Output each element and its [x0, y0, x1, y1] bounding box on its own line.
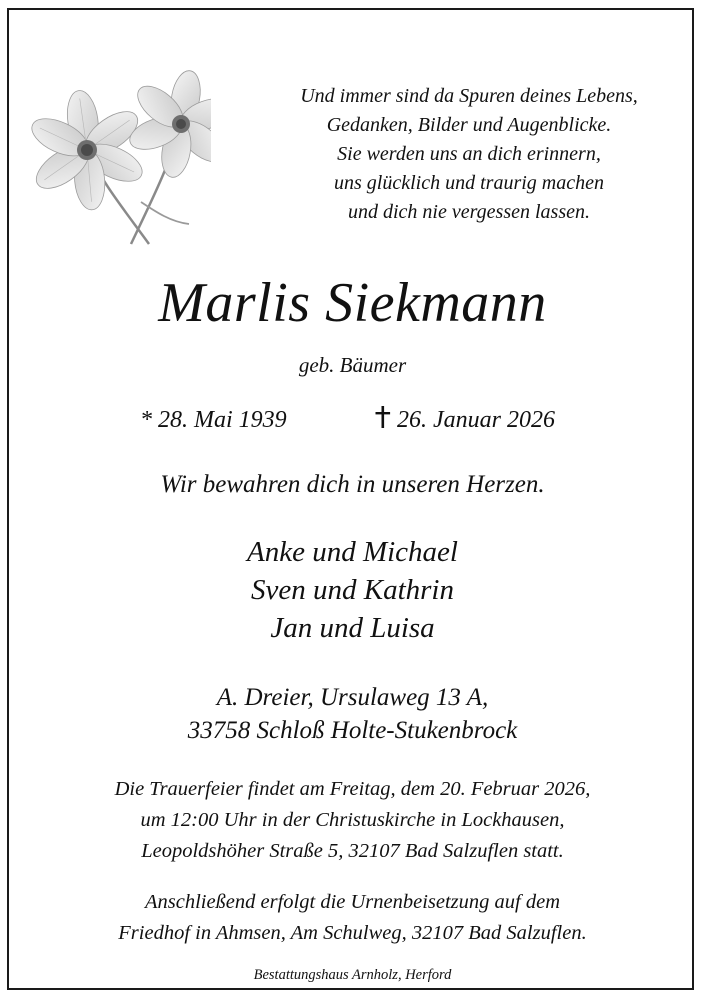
death-date-block — [373, 403, 555, 437]
poem-line: Sie werden uns an dich erinnern, — [337, 143, 601, 165]
poem-line: Und immer sind da Spuren deines Lebens, — [300, 85, 638, 107]
poem-line: Gedanken, Bilder und Augenblicke. — [326, 114, 612, 136]
urn-burial-notice — [9, 887, 694, 949]
mourner-line: Sven und Kathrin — [251, 574, 454, 606]
funeral-line: Die Trauerfeier findet am Freitag, dem 20. Februar 2026, — [114, 778, 591, 800]
funeral-line: um 12:00 Uhr in der Christuskirche in Lockhausen, — [140, 809, 565, 831]
mourner-line: Jan und Luisa — [270, 612, 435, 644]
funeral-line: Leopoldshöher Straße 5, 32107 Bad Salzuflen statt. — [141, 840, 564, 862]
address-line: A. Dreier, Ursulaweg 13 A, — [216, 684, 489, 711]
latin-cross-icon — [373, 405, 393, 429]
funeral-notice — [9, 774, 694, 867]
poem-line: uns glücklich und traurig machen — [334, 172, 604, 194]
deceased-name: Marlis Siekmann — [158, 272, 547, 334]
birth-date: * 28. Mai 1939 — [140, 407, 287, 433]
cosmos-flowers-icon — [31, 52, 211, 247]
urn-line: Anschließend erfolgt die Urnenbeisetzung auf dem — [144, 891, 561, 913]
death-date: 26. Januar 2026 — [397, 407, 555, 433]
urn-line: Friedhof in Ahmsen, Am Schulweg, 32107 Bad Salzuflen. — [118, 922, 587, 944]
mourners-list — [9, 533, 694, 647]
address-line: 33758 Schloß Holte-Stukenbrock — [187, 717, 518, 744]
mourner-line: Anke und Michael — [247, 536, 458, 568]
obituary-card — [7, 8, 694, 990]
contact-address — [9, 681, 694, 747]
motto: Wir bewahren dich in unseren Herzen. — [160, 471, 545, 498]
undertaker-credit: Bestattungshaus Arnholz, Herford — [253, 967, 452, 983]
poem-line: und dich nie vergessen lassen. — [348, 201, 590, 223]
maiden-name: geb. Bäumer — [298, 353, 407, 377]
poem — [249, 82, 689, 227]
